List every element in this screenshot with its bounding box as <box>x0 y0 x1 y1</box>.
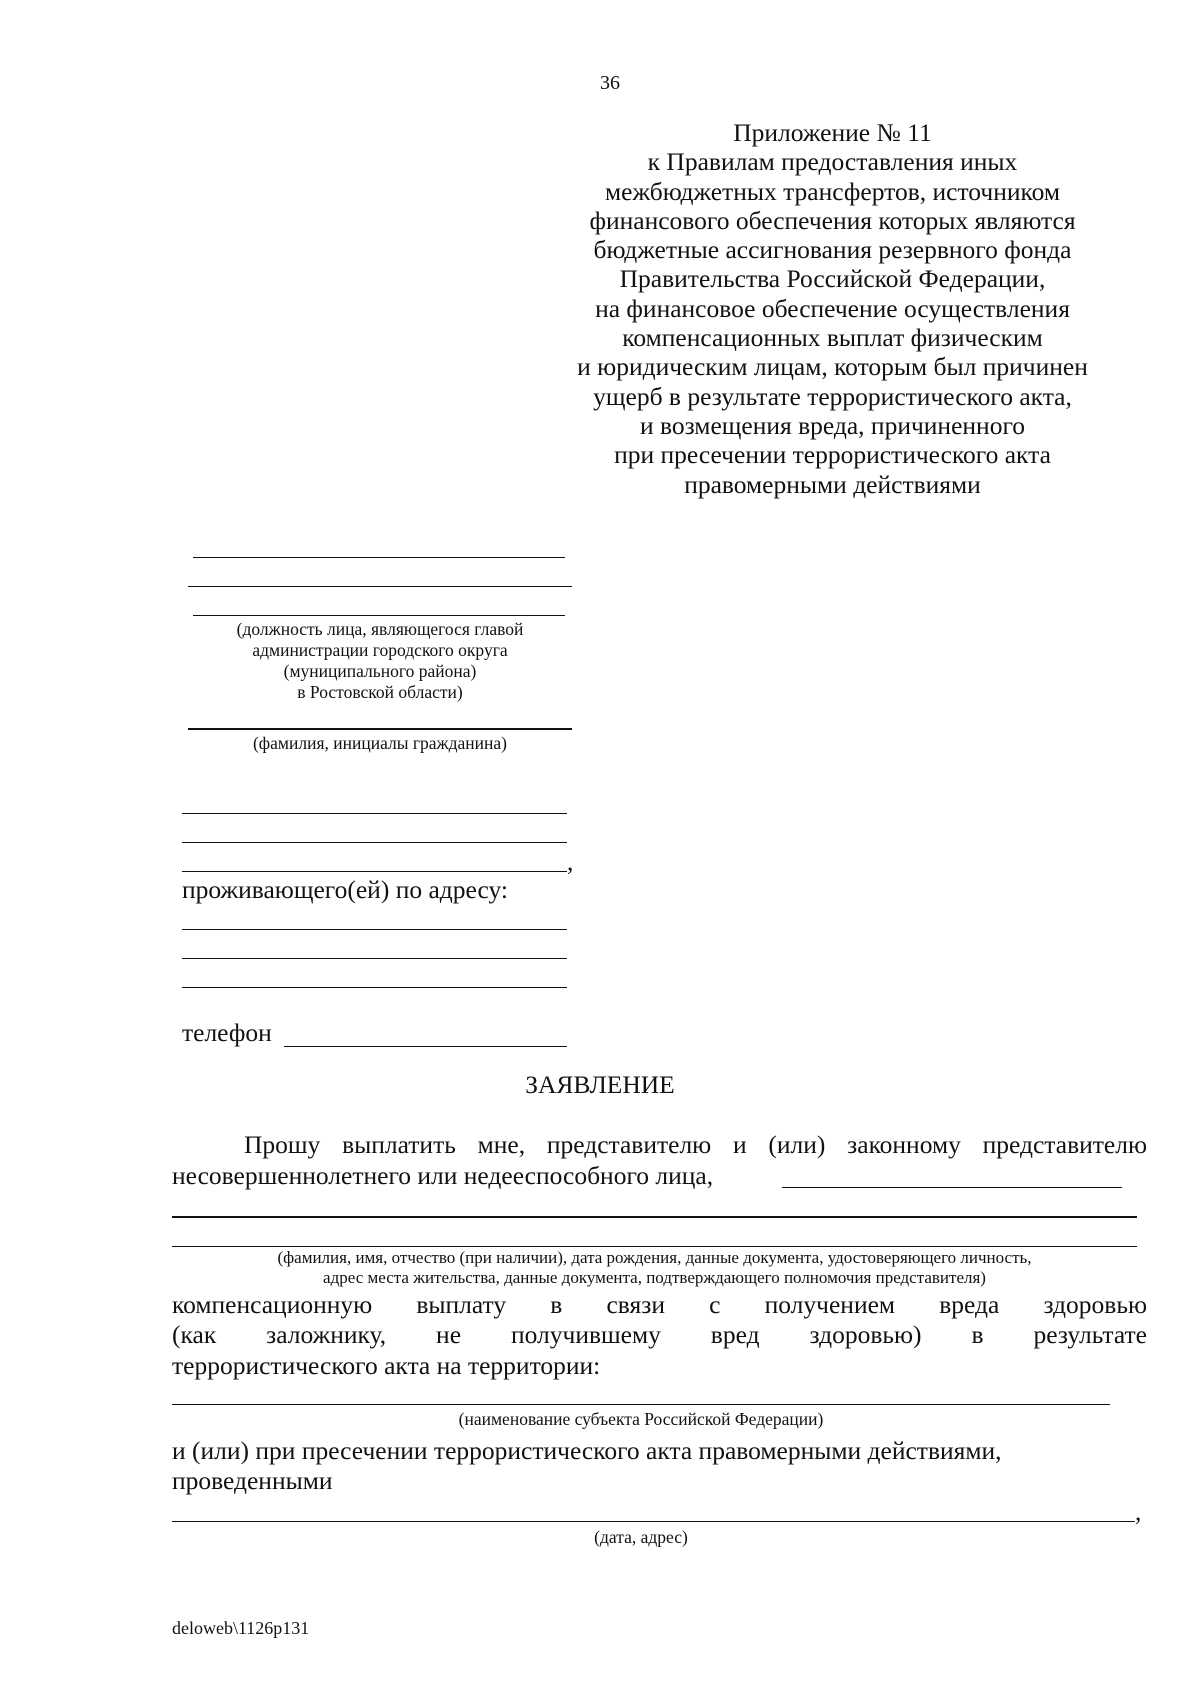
position-blank-line[interactable] <box>193 615 565 616</box>
person-blank-line[interactable] <box>172 1246 1137 1247</box>
date-caption: (дата, адрес) <box>594 1527 688 1547</box>
person-caption: (фамилия, имя, отчество (при наличии), дата рождения, данные документа, удостоверяющего личность, адрес места жительства, данные документа, подтверждающего полномочия представителя) <box>277 1248 1032 1287</box>
appendix-line: правомерными действиями <box>684 469 981 499</box>
residing-label: проживающего(ей) по адресу: <box>182 875 508 904</box>
person-blank-line[interactable] <box>172 1216 1137 1218</box>
person-inline-line[interactable] <box>782 1187 1122 1188</box>
appendix-line: на финансовое обеспечение осуществления <box>595 293 1070 323</box>
address-blank-line[interactable] <box>182 929 567 930</box>
suppression-line: проведенными <box>172 1466 333 1495</box>
address-blank-line[interactable] <box>182 987 567 988</box>
address-blank-line[interactable] <box>182 958 567 959</box>
appendix-line: Приложение № 11 <box>733 118 932 147</box>
position-caption: (должность лица, являющегося главой администрации городского округа (муниципального района) в Ростовской области) <box>236 619 524 702</box>
citizen-blank-line[interactable] <box>182 842 567 843</box>
date-comma: , <box>1135 1497 1142 1526</box>
citizen-caption: (фамилия, инициалы гражданина) <box>252 733 508 753</box>
compensation-line: компенсационную выплату в связи с получением вреда здоровью <box>172 1290 1147 1319</box>
appendix-header <box>545 118 1120 499</box>
citizen-comma: , <box>567 847 574 876</box>
page-number: 36 <box>600 72 620 94</box>
position-blank-line[interactable] <box>193 557 565 558</box>
statement-intro-line: несовершеннолетнего или недееспособного лица, <box>172 1161 714 1190</box>
appendix-line: бюджетные ассигнования резервного фонда <box>593 235 1072 265</box>
phone-label: телефон <box>182 1018 272 1047</box>
appendix-line: компенсационных выплат физическим <box>622 323 1043 353</box>
position-blank-line[interactable] <box>188 586 572 587</box>
date-address-blank-line[interactable] <box>172 1521 1135 1522</box>
phone-blank-line[interactable] <box>284 1046 567 1047</box>
appendix-line: и возмещения вреда, причиненного <box>639 410 1026 440</box>
region-blank-line[interactable] <box>172 1404 1110 1405</box>
citizen-blank-line[interactable] <box>182 871 567 872</box>
document-code: deloweb\1126p131 <box>172 1618 310 1638</box>
appendix-line: Правительства Российской Федерации, <box>619 264 1046 294</box>
appendix-line: к Правилам предоставления иных <box>647 147 1018 177</box>
statement-intro-line: Прошу выплатить мне, представителю и (или) законному представителю <box>244 1130 1147 1159</box>
statement-title: ЗАЯВЛЕНИЕ <box>525 1070 675 1099</box>
compensation-line: террористического акта на территории: <box>172 1351 601 1380</box>
appendix-line: финансового обеспечения которых являются <box>589 205 1076 235</box>
appendix-line: ущерб в результате террористического акта, <box>593 381 1072 411</box>
appendix-line: и юридическим лицам, которым был причинен <box>577 352 1088 382</box>
compensation-line: (как заложнику, не получившему вред здоровью) в результате <box>172 1320 1147 1349</box>
appendix-line: при пресечении террористического акта <box>614 440 1051 470</box>
citizen-blank-line[interactable] <box>182 813 567 814</box>
appendix-line: межбюджетных трансфертов, источником <box>605 176 1060 206</box>
citizen-name-line[interactable] <box>188 728 572 730</box>
region-caption: (наименование субъекта Российской Федерации) <box>458 1409 824 1429</box>
suppression-line: и (или) при пресечении террористического акта правомерными действиями, <box>172 1436 1002 1465</box>
